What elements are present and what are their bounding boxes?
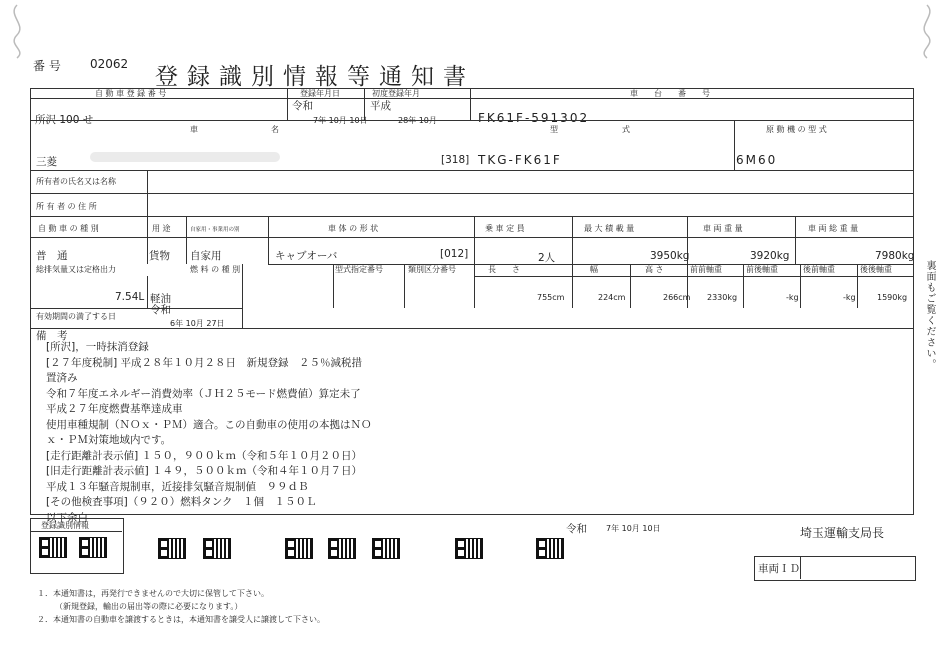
remark-line: 平成１３年騒音規制車，近接排気騒音規制値 ９９ｄＢ <box>46 480 309 493</box>
remark-line: 使用車種規制（ＮＯｘ・ＰＭ）適合。この自動車の使用の本拠はＮＯ <box>46 418 372 431</box>
owner-name-label: 所有者の氏名又は名称 <box>36 177 116 186</box>
label-capacity: 乗 車 定 員 <box>485 224 525 233</box>
label-body: 車 体 の 形 状 <box>328 224 379 233</box>
owner-address-label: 所 有 者 の 住 所 <box>36 202 97 211</box>
value-body-code: [012] <box>440 248 469 260</box>
footer-note: １．本通知書は，再発行できませんので大切に保管して下さい。 <box>37 589 269 598</box>
remark-line: [旧走行距離計表示値] １４９，５００ｋｍ（令和４年１０月７日） <box>46 465 363 477</box>
qr-code <box>372 538 400 559</box>
label-kind: 自 動 車 の 種 別 <box>38 224 99 233</box>
label-gross: 車 両 総 重 量 <box>808 224 859 233</box>
value-fr: -kg <box>786 293 799 302</box>
label-ff: 前前軸重 <box>690 265 722 274</box>
value-height: 266cm <box>663 293 691 302</box>
label-private: 自家用・事業用の別 <box>190 227 240 233</box>
value-max-load: 3950kg <box>650 250 690 262</box>
value-capacity: 2人 <box>538 252 556 264</box>
expiry-date: 6年 10月 27日 <box>170 319 225 328</box>
col-chassis: 車 台 番 号 <box>630 89 710 98</box>
type-code: [318] <box>441 154 470 166</box>
col-first-reg: 初度登録年月 <box>372 89 420 98</box>
reg-date: 7年 10月 10日 <box>313 116 368 125</box>
value-gross: 7980kg <box>875 250 915 262</box>
reg-number: 所沢 100 せ <box>35 114 94 126</box>
label-rf: 後前軸重 <box>803 265 835 274</box>
reg-era: 令和 <box>292 100 313 112</box>
value-weight: 3920kg <box>750 250 790 262</box>
label-fuel: 燃 料 の 種 別 <box>190 265 241 274</box>
label-max-load: 最 大 積 載 量 <box>584 224 635 233</box>
col-name: 車 名 <box>190 125 280 134</box>
remark-line: [２７年度税制] 平成２８年１０月２８日 新規登録 ２５％減税措 <box>46 356 363 369</box>
footer-note: ２．本通知書の自動車を譲渡するときは，本通知書を譲受人に譲渡して下さい。 <box>37 615 325 624</box>
qr-code <box>39 537 67 558</box>
col-reg-date: 登録年月日 <box>300 89 340 98</box>
remark-line: ｘ・ＰＭ対策地域内です。 <box>46 434 172 446</box>
label-displacement: 総排気量又は定格出力 <box>36 265 116 274</box>
qr-label: 登録識別情報 <box>41 521 89 530</box>
remarks-label: 備 考 <box>36 330 68 342</box>
vehicle-type: TKG-FK61F <box>478 153 562 167</box>
value-width: 224cm <box>598 293 626 302</box>
first-reg-date: 28年 10月 <box>398 116 437 125</box>
label-weight: 車 両 重 量 <box>703 224 743 233</box>
authority: 埼玉運輸支局長 <box>800 526 885 540</box>
label-model-spec: 型式指定番号 <box>335 265 383 274</box>
value-displacement: 7.54L <box>115 291 145 303</box>
value-private: 自家用 <box>190 250 222 262</box>
remark-line: 令和７年度エネルギー消費効率（ＪＨ２５モード燃費値）算定未了 <box>46 387 361 400</box>
chassis-number: FK61F-591302 <box>478 111 590 125</box>
engine-type: 6M60 <box>736 153 778 167</box>
label-length: 長 さ <box>488 265 520 274</box>
first-reg-era: 平成 <box>370 100 391 112</box>
qr-code <box>455 538 483 559</box>
label-fr: 前後軸重 <box>746 265 778 274</box>
issue-era: 令和 <box>566 523 587 535</box>
value-rf: -kg <box>843 293 856 302</box>
page-title: 登録識別情報等通知書 <box>155 64 475 90</box>
corner-ornament-icon <box>912 0 942 60</box>
qr-code <box>328 538 356 559</box>
vehicle-maker: 三菱 <box>36 156 57 168</box>
label-use: 用 途 <box>152 224 171 233</box>
side-note: 裏面もご覧ください。 <box>924 260 935 370</box>
remark-line: [その他検査事項]（９２０）燃料タンク １個 １５０Ｌ <box>46 496 317 508</box>
value-ff: 2330kg <box>707 293 738 302</box>
remark-line: 以下余白 <box>46 511 88 524</box>
value-body: キャブオーバ <box>275 250 338 262</box>
qr-code <box>536 538 564 559</box>
remark-line: 平成２７年度燃費基準達成車 <box>46 403 183 415</box>
remark-line: [所沢]，一時抹消登録 <box>46 341 149 353</box>
remark-line: [走行距離計表示値] １５０，９００ｋｍ（令和５年１０月２０日） <box>46 449 363 462</box>
col-type: 型 式 <box>550 125 631 134</box>
label-rr: 後後軸重 <box>860 265 892 274</box>
qr-code <box>79 537 107 558</box>
value-length: 755cm <box>537 293 565 302</box>
corner-ornament-icon <box>2 0 32 60</box>
col-reg-number: 自 動 車 登 録 番 号 <box>95 89 167 98</box>
number-label: 番 号 <box>33 59 61 73</box>
label-height: 高 さ <box>645 265 664 274</box>
remarks-block <box>46 340 372 526</box>
document-number: 02062 <box>90 57 129 71</box>
value-rr: 1590kg <box>877 293 908 302</box>
col-engine: 原 動 機 の 型 式 <box>766 125 827 134</box>
qr-code <box>285 538 313 559</box>
value-kind: 普 通 <box>36 250 68 262</box>
label-width: 幅 <box>590 265 598 274</box>
issue-date: 7年 10月 10日 <box>606 524 661 533</box>
value-fuel: 軽油 <box>150 293 171 305</box>
label-class-no: 類別区分番号 <box>408 265 456 274</box>
expiry-era: 令和 <box>150 304 171 316</box>
value-use: 貨物 <box>149 250 170 262</box>
footer-note: （新規登録，輸出の届出等の際に必要になります。） <box>55 602 243 611</box>
qr-code <box>158 538 186 559</box>
vehicle-id-label: 車両ＩＤ <box>758 563 800 575</box>
label-expiry: 有効期間の満了する日 <box>36 312 116 321</box>
qr-code <box>203 538 231 559</box>
remark-line: 置済み <box>46 372 78 384</box>
